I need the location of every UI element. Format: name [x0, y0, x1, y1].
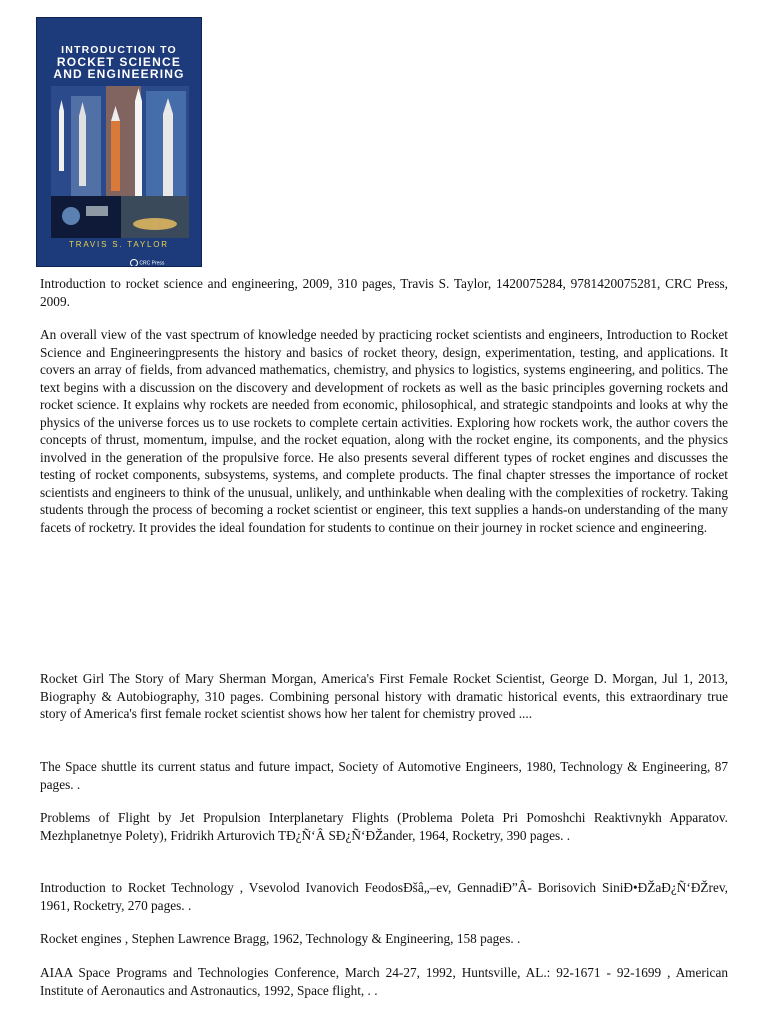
paragraph: Introduction to Rocket Technology , Vsevolod Ivanovich FeodosÐšâ„–ev, GennadiÐ”Â- Borisovich SiniÐ•ÐŽaÐ¿Ñ‘ÐŽrev, 1961, Rocketry, 270 pages. .	[40, 880, 728, 913]
paragraph: Problems of Flight by Jet Propulsion Interplanetary Flights (Problema Poleta Pri Pomoshchi Reaktivnykh Apparatov. Mezhplanetnye Polety), Fridrikh Arturovich TÐ¿Ñ‘Â SÐ¿Ñ‘ÐŽander, 1964, Rocketry, 390 pages. .	[40, 810, 728, 843]
related-book	[40, 670, 728, 723]
paragraph: Rocket Girl The Story of Mary Sherman Morgan, America's First Female Rocket Scientist, George D. Morgan, Jul 1, 2013, Biography & Autobiography, 310 pages. Combining personal history with dramatic historical events, this extraordinary true story of America's first female rocket scientist shows how her talent for chemistry proved ....	[40, 671, 728, 721]
related-book	[40, 964, 728, 999]
related-book	[40, 758, 728, 793]
intro-citation	[40, 275, 728, 310]
cover-title-line: INTRODUCTION TO	[61, 44, 177, 56]
paragraph: Introduction to rocket science and engineering, 2009, 310 pages, Travis S. Taylor, 1420075284, 9781420075281, CRC Press, 2009.	[40, 276, 728, 309]
cover-title-line: AND ENGINEERING	[53, 67, 185, 81]
related-book	[40, 879, 728, 914]
cover-title-line: ROCKET SCIENCE	[56, 55, 182, 69]
related-book	[40, 930, 728, 948]
crc-logo-icon	[130, 259, 138, 267]
cover-title	[37, 44, 201, 80]
paragraph: The Space shuttle its current status and future impact, Society of Automotive Engineers, 1980, Technology & Engineering, 87 pages. .	[40, 759, 728, 792]
cover-author: TRAVIS S. TAYLOR	[69, 240, 169, 249]
publisher-logo: CRC Press	[130, 259, 164, 267]
paragraph: An overall view of the vast spectrum of knowledge needed by practicing rocket scientists and engineers, Introduction to Rocket Science and Engineeringpresents the history and basics of rocket theory, design, experimentation, testing, and applications. It covers an array of fields, from advanced mathematics, chemistry, and physics to logistics, systems engineering, and politics. The text begins with a discussion on the discovery and development of rockets as well as the basic principles governing rockets and rocket science. It explains why rockets are needed from economic, philosophical, and strategic standpoints and looks at why the physics of the universe forces us to use rockets to complete certain activities. Exploring how rockets work, the author covers the concepts of thrust, momentum, impulse, and the rocket equation, along with the rocket engine, its components, and the physics involved in the generation of the propulsive force. He also presents several different types of rocket engines and discusses the testing of rocket components, subsystems, systems, and complete products. The final chapter stresses the importance of rocket scientists and engineers to think of the unusual, unlikely, and unthinkable when dealing with the complexities of rocketry. Taking students through the process of becoming a rocket scientist or engineer, this text supplies a hands-on understanding of the many facets of rocketry. It provides the ideal foundation for students to continue on their journey in rocket science and engineering.	[40, 327, 728, 535]
related-book	[40, 809, 728, 844]
paragraph: AIAA Space Programs and Technologies Conference, March 24-27, 1992, Huntsville, AL.: 92-1671 - 92-1699 , American Institute of Aeronautics and Astronautics, 1992, Space flight, . .	[40, 965, 728, 998]
book-description	[40, 326, 728, 536]
cover-illustration	[51, 86, 189, 238]
paragraph: Rocket engines , Stephen Lawrence Bragg, 1962, Technology & Engineering, 158 pages. .	[40, 931, 521, 946]
book-cover	[36, 17, 202, 267]
